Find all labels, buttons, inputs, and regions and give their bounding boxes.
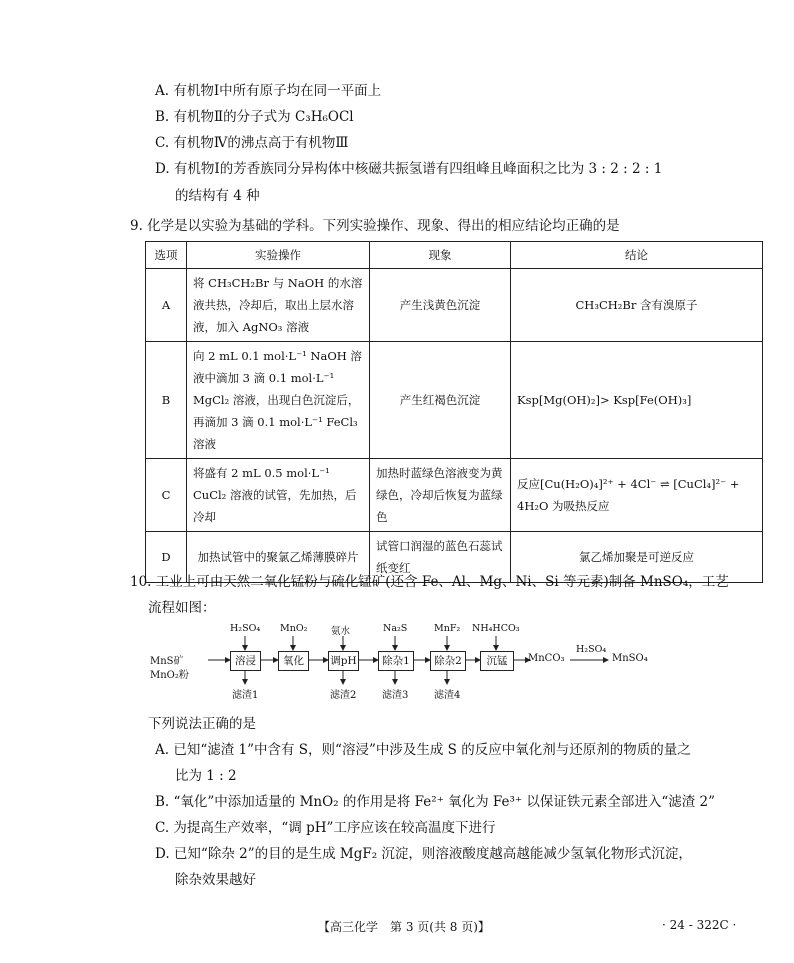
header-option: 选项 — [146, 242, 187, 269]
q8-option-b: B. 有机物Ⅱ的分子式为 C₃H₆OCl — [155, 109, 354, 125]
row-b-phenomenon: 产生红褐色沉淀 — [370, 342, 511, 459]
header-phenomenon: 现象 — [370, 242, 511, 269]
row-a-option: A — [146, 269, 187, 342]
page-footer: 【高三化学 第 3 页(共 8 页)】 — [318, 920, 490, 934]
row-a-operation: 将 CH₃CH₂Br 与 NaOH 的水溶液共热，冷却后，取出上层水溶液，加入 AgNO₃ 溶液 — [187, 269, 370, 342]
row-d-operation: 加热试管中的聚氯乙烯薄膜碎片 — [187, 532, 370, 583]
q10-option-a-cont: 比为 1 : 2 — [175, 768, 237, 784]
row-d-conclusion: 氯乙烯加聚是可逆反应 — [511, 532, 763, 583]
step-impurity-removal-1: 除杂1 — [378, 651, 414, 671]
row-d-option: D — [146, 532, 187, 583]
reagent-mno2: MnO₂ — [280, 623, 308, 634]
input-mno2-powder: MnO₂粉 — [150, 670, 189, 681]
step-impurity-removal-2: 除杂2 — [430, 651, 466, 671]
row-c-operation: 将盛有 2 mL 0.5 mol·L⁻¹ CuCl₂ 溶液的试管，先加热，后冷却 — [187, 459, 370, 532]
q10-prompt: 下列说法正确的是 — [148, 716, 256, 732]
row-a-conclusion: CH₃CH₂Br 含有溴原子 — [511, 269, 763, 342]
q10-stem-cont: 流程如图： — [148, 600, 216, 616]
table-row — [146, 342, 763, 459]
q10-option-b: B. “氧化”中添加适量的 MnO₂ 的作用是将 Fe²⁺ 氧化为 Fe³⁺ 以保证铁元素全部进入“滤渣 2” — [155, 794, 716, 810]
q8-option-a: A. 有机物Ⅰ中所有原子均在同一平面上 — [155, 83, 382, 99]
residue-2: 滤渣2 — [330, 690, 357, 701]
table-row — [146, 269, 763, 342]
table-row — [146, 459, 763, 532]
q10-option-c: C. 为提高生产效率，“调 pH”工序应该在较高温度下进行 — [155, 820, 496, 836]
q8-option-d-cont: 的结构有 4 种 — [175, 188, 260, 204]
q10-option-d: D. 已知“除杂 2”的目的是生成 MgF₂ 沉淀，则溶液酸度越高越能减少氢氧化物形式沉淀， — [155, 846, 692, 862]
row-c-conclusion: 反应[Cu(H₂O)₄]²⁺ + 4Cl⁻ ⇌ [CuCl₄]²⁻ + 4H₂O 为吸热反应 — [511, 459, 763, 532]
q8-option-d: D. 有机物Ⅰ的芳香族同分异构体中核磁共振氢谱有四组峰且峰面积之比为 3 : 2 : 2 : 1 — [155, 161, 663, 177]
q8-option-c: C. 有机物Ⅳ的沸点高于有机物Ⅲ — [155, 135, 349, 151]
row-c-phenomenon: 加热时蓝绿色溶液变为黄绿色，冷却后恢复为蓝绿色 — [370, 459, 511, 532]
intermediate-mnco3: MnCO₃ — [528, 653, 565, 664]
q9-table — [145, 241, 763, 583]
reagent-mnf2: MnF₂ — [434, 623, 461, 634]
step-mn-precipitation: 沉锰 — [480, 651, 514, 671]
row-a-phenomenon: 产生浅黄色沉淀 — [370, 269, 511, 342]
step-oxidation: 氧化 — [278, 651, 309, 671]
row-b-conclusion: Ksp[Mg(OH)₂]> Ksp[Fe(OH)₃] — [511, 342, 763, 459]
residue-1: 滤渣1 — [232, 690, 259, 701]
q10-stem: 10. 工业上可由天然二氧化锰粉与硫化锰矿(还含 Fe、Al、Mg、Ni、Si 等元素)制备 MnSO₄，工艺 — [130, 574, 729, 590]
q10-option-d-cont: 除杂效果越好 — [175, 872, 256, 888]
exam-code: · 24 - 322C · — [662, 918, 737, 932]
header-operation: 实验操作 — [187, 242, 370, 269]
row-c-option: C — [146, 459, 187, 532]
reagent-h2so4: H₂SO₄ — [230, 623, 261, 634]
residue-3: 滤渣3 — [382, 690, 409, 701]
table-header-row — [146, 242, 763, 269]
input-mns-ore: MnS矿 — [150, 656, 184, 667]
process-flowchart — [150, 618, 670, 702]
reagent-nh4hco3: NH₄HCO₃ — [472, 623, 520, 634]
q9-stem: 9. 化学是以实验为基础的学科。下列实验操作、现象、得出的相应结论均正确的是 — [130, 218, 620, 234]
reagent-ammonia: 氨水 — [331, 626, 351, 637]
row-b-operation: 向 2 mL 0.1 mol·L⁻¹ NaOH 溶液中滴加 3 滴 0.1 mol·L⁻¹ MgCl₂ 溶液，出现白色沉淀后，再滴加 3 滴 0.1 mol·L⁻¹ FeCl₃ 溶液 — [187, 342, 370, 459]
header-conclusion: 结论 — [511, 242, 763, 269]
reagent-final-h2so4: H₂SO₄ — [576, 644, 607, 655]
product-mnso4: MnSO₄ — [612, 653, 648, 664]
row-d-phenomenon: 试管口润湿的蓝色石蕊试纸变红 — [370, 532, 511, 583]
reagent-na2s: Na₂S — [383, 623, 408, 634]
step-adjust-ph: 调pH — [328, 651, 359, 671]
row-b-option: B — [146, 342, 187, 459]
q10-option-a: A. 已知“滤渣 1”中含有 S，则“溶浸”中涉及生成 S 的反应中氧化剂与还原剂的物质的量之 — [155, 742, 691, 758]
residue-4: 滤渣4 — [434, 690, 461, 701]
step-leaching: 溶浸 — [230, 651, 261, 671]
